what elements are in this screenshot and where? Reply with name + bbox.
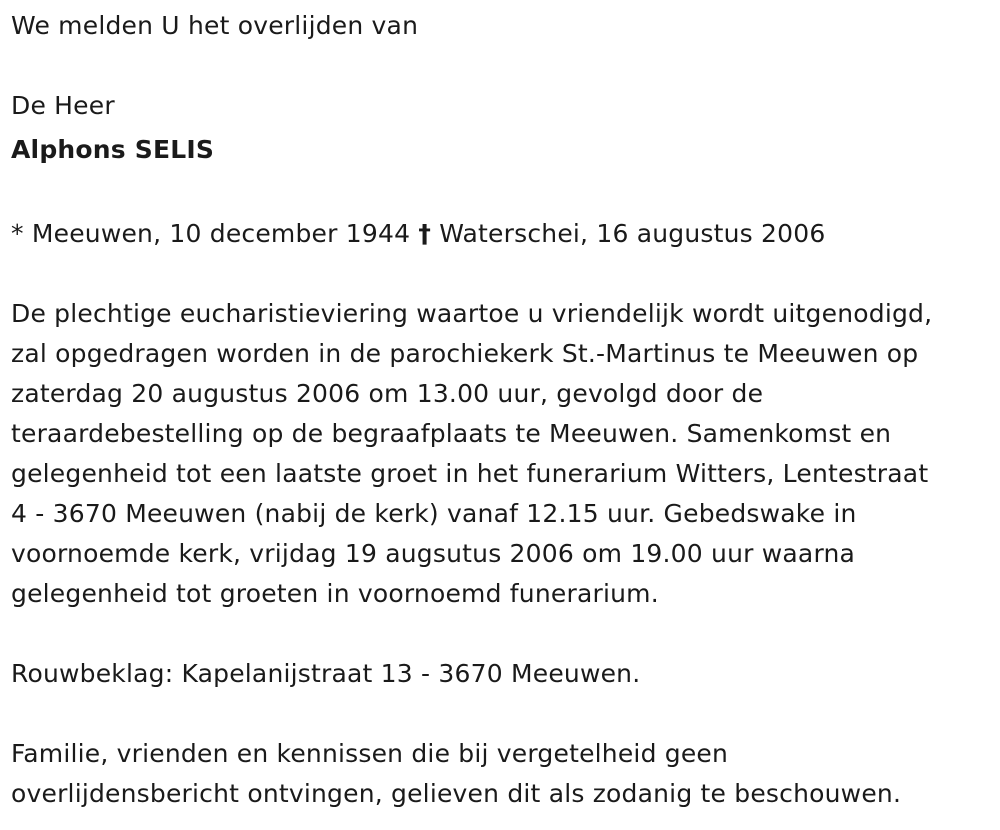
title-prefix: De Heer [11,91,115,120]
spacer [11,694,996,734]
spacer [11,254,996,294]
intro-text: We melden U het overlijden van [11,11,419,40]
closing-line: Familie, vrienden en kennissen die bij vergetelheid geen [11,739,729,768]
deceased-name: Alphons SELIS [11,135,215,164]
spacer [11,46,996,86]
ceremony-line: zaterdag 20 augustus 2006 om 13.00 uur, gevolgd door de [11,379,764,408]
spacer [11,614,996,654]
closing-paragraph [11,734,996,814]
death-notice [11,6,996,814]
ceremony-line: zal opgedragen worden in de parochiekerk St.-Martinus te Meeuwen op [11,339,919,368]
ceremony-line: voornoemde kerk, vrijdag 19 augsutus 2006 om 19.00 uur waarna [11,539,856,568]
ceremony-line: gelegenheid tot groeten in voornoemd funerarium. [11,579,659,608]
closing-line: overlijdensbericht ontvingen, gelieven dit als zodanig te beschouwen. [11,779,902,808]
ceremony-line: teraardebestelling op de begraafplaats te Meeuwen. Samenkomst en [11,419,892,448]
cross-icon: † [418,219,432,248]
ceremony-line: gelegenheid tot een laatste groet in het funerarium Witters, Lentestraat [11,459,929,488]
ceremony-paragraph [11,294,996,614]
ceremony-line: 4 - 3670 Meeuwen (nabij de kerk) vanaf 12.15 uur. Gebedswake in [11,499,857,528]
condolences-text: Rouwbeklag: Kapelanijstraat 13 - 3670 Meeuwen. [11,659,641,688]
ceremony-line: De plechtige eucharistieviering waartoe u vriendelijk wordt uitgenodigd, [11,299,933,328]
death-info: Waterschei, 16 augustus 2006 [439,219,826,248]
dates-line [11,214,996,254]
spacer [11,174,996,214]
birth-info: * Meeuwen, 10 december 1944 [11,219,411,248]
